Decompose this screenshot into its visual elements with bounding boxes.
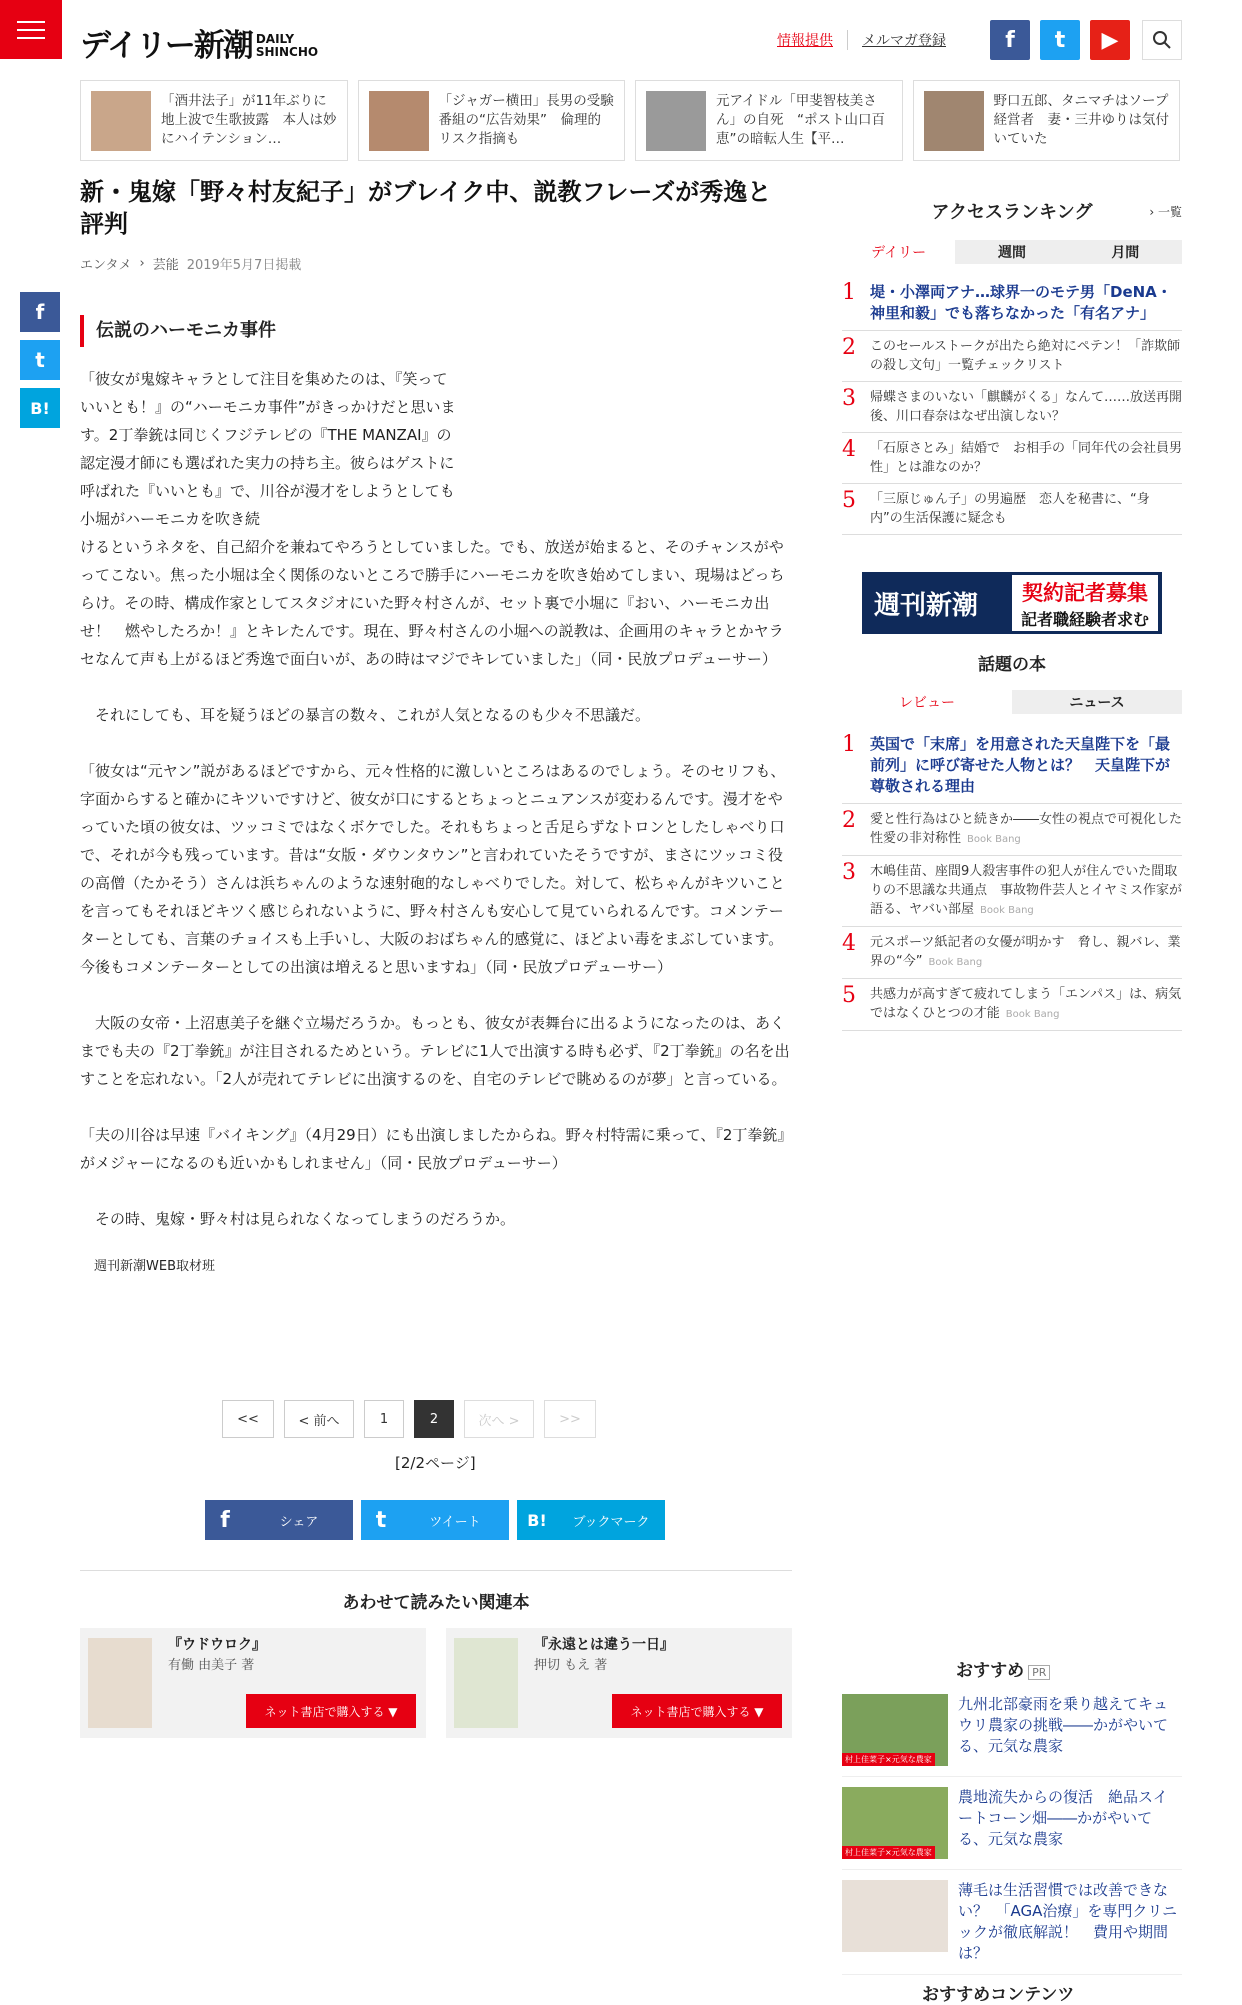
related-book: 『永遠とは違う一日』 押切 もえ 著 ネット書店で購入する ▼	[446, 1628, 792, 1738]
article-thumbnail	[91, 91, 151, 151]
page-info: [2/2ページ]	[395, 1454, 476, 1472]
article-title: 新・鬼嫁「野々村友紀子」がブレイク中、説教フレーズが秀逸と評判	[80, 178, 772, 238]
crumb-geino[interactable]: 芸能	[152, 258, 179, 273]
ranking-tabs	[842, 240, 1182, 264]
recommend-item[interactable]: 薄毛は生活習慣では改善できない？ 「AGA治療」を専門クリニックが徹底解説！ 費用や期間は？	[842, 1870, 1182, 1975]
page-2-button[interactable]: 2	[414, 1400, 454, 1438]
book-cover	[454, 1638, 518, 1728]
chevron-right-icon: ›	[139, 256, 145, 271]
page-1-button[interactable]: 1	[364, 1400, 404, 1438]
book-item[interactable]: 4 元スポーツ紙記者の女優が明かす 脅し、親バレ、業界の“今” Book Bang	[842, 927, 1182, 979]
search-icon[interactable]	[1142, 20, 1182, 60]
paragraph: 「夫の川谷は早速『バイキング』（4月29日）にも出演しましたからね。野々村特需に乗って、『2丁拳銃』がメジャーになるのも近いかもしれません」（同・民放プロデューサー）	[80, 1126, 785, 1172]
publish-date: 2019年5月7日掲載	[186, 258, 302, 273]
recommend-item[interactable]: 村上佳菜子×元気な農家 農地流失からの復活 絶品スイートコーン畑――かがやいてる、元気な農家	[842, 1777, 1182, 1870]
recommend-list	[842, 1684, 1182, 1975]
recommend-title: おすすめ PR	[956, 1656, 1050, 1681]
facebook-icon: f	[220, 1507, 230, 1533]
book-item[interactable]: 5 共感力が高すぎて疲れてしまう「エンパス」は、病気ではなくひとつの才能 Book Bang	[842, 979, 1182, 1031]
book-item[interactable]: 1 英国で「末席」を用意された天皇陛下を「最前列」に呼び寄せた人物とは？ 天皇陛下が尊敬される理由	[842, 728, 1182, 804]
twitter-share-icon[interactable]: t	[20, 340, 60, 380]
ranking-title: アクセスランキング	[931, 202, 1093, 223]
ranking-more-link[interactable]: › 一覧	[1149, 205, 1182, 219]
first-page-button[interactable]: <<	[222, 1400, 274, 1438]
paragraph: けるというネタを、自己紹介を兼ねてやろうとしていました。でも、放送が始まると、そのチャンスがやってこない。焦った小堀は全く関係のないところで勝手にハーモニカを吹き始めてしまい、現場はどっちらけ。その時、構成作家としてスタジオにいた野々村さんが、セット裏で小堀に『おい、ハーモニカ出せ！ 燃やしたろか！』とキレたんです。現在、野々村さんの小堀への説教は、企画用のキャラとかヤラセなんて声も上がるほど秀逸で面白いが、あの時はマジでキレていました」（同・民放プロデューサー）	[80, 538, 785, 668]
books-title: 話題の本	[978, 655, 1046, 675]
last-page-button: >>	[544, 1400, 596, 1438]
section-heading: 伝説のハーモニカ事件	[80, 315, 792, 347]
tab-daily[interactable]: デイリー	[842, 240, 955, 264]
ranking-item[interactable]: 2 このセールストークが出たら絶対にペテン！「詐欺師の殺し文句」一覧チェックリスト	[842, 331, 1182, 382]
paragraph: その時、鬼嫁・野々村は見られなくなってしまうのだろうか。	[80, 1210, 516, 1228]
recommend-thumbnail: 村上佳菜子×元気な農家	[842, 1694, 948, 1766]
facebook-share-icon[interactable]: f	[20, 292, 60, 332]
top-article-card[interactable]: 野口五郎、タニマチはソープ経営者 妻・三井ゆりは気付いていた	[913, 80, 1181, 161]
logo-jp: デイリー新潮	[80, 28, 252, 64]
breadcrumb	[80, 254, 792, 273]
twitter-icon: t	[375, 1507, 387, 1533]
pagination	[222, 1400, 596, 1438]
tab-monthly[interactable]: 月間	[1069, 240, 1182, 264]
article-body	[80, 365, 792, 1233]
youtube-icon[interactable]: ▶	[1090, 20, 1130, 60]
article-thumbnail	[924, 91, 984, 151]
recruit-banner[interactable]: 週刊新潮 契約記者募集 記者職経験者求む	[862, 572, 1162, 634]
paragraph: 大阪の女帝・上沼恵美子を継ぐ立場だろうか。もっとも、彼女が表舞台に出るようになったのは、あくまでも夫の『2丁拳銃』が注目されるためという。テレビに1人で出演する時も必ず、『2丁拳銃』の名を出すことを忘れない。「2人が売れてテレビに出演するのを、自宅のテレビで眺めるのが夢」と言っている。	[80, 1014, 790, 1088]
book-cover	[88, 1638, 152, 1728]
books-list	[842, 728, 1182, 1031]
paragraph: 「彼女が鬼嫁キャラとして注目を集めたのは、『笑っていいとも！』の“ハーモニカ事件”がきっかけだと思います。2丁拳銃は同じくフジテレビの『THE MANZAI』の認定漫才師にも選ばれた実力の持ち主。彼らはゲストに呼ばれた『いいとも』で、川谷が漫才をしようとしても小堀がハーモニカを吹き続	[80, 370, 456, 528]
tab-news[interactable]: ニュース	[1012, 690, 1182, 714]
crumb-entame[interactable]: エンタメ	[80, 258, 132, 273]
book-item[interactable]: 3 木嶋佳苗、座間9人殺害事件の犯人が住んでいた間取りの不思議な共通点 事故物件芸人とイヤミス作家が語る、ヤバい部屋 Book Bang	[842, 856, 1182, 927]
books-tabs	[842, 690, 1182, 714]
tab-weekly[interactable]: 週間	[955, 240, 1068, 264]
ranking-item[interactable]: 1 堤・小澤両アナ…球界一のモテ男「DeNA・神里和毅」でも落ちなかった「有名アナ」	[842, 276, 1182, 331]
site-logo[interactable]: デイリー新潮 DAILY SHINCHO	[80, 28, 319, 64]
paragraph: 「彼女は“元ヤン”説があるほどですから、元々性格的に激しいところはあるのでしょう。そのセリフも、字面からすると確かにキツいですけど、彼女が口にするとちょっとニュアンスが変わるんです。漫才をやっていた頃の彼女は、ツッコミではなくボケでした。それもちょっと舌足らずなトロンとしたしゃべり口で、それが今も残っています。昔は“女版・ダウンタウン”と言われていたそうですが、まさにツッコミ役の高僧（たかそう）さんは浜ちゃんのような速射砲的なしゃべりでした。対して、松ちゃんがキツいことを言ってもそれほどキツく感じられないように、野々村さんも安心して見ていられるんです。コメンテーターとしても、言葉のチョイスも上手いし、大阪のおばちゃん的感覚に、ほどよい毒をまぶしています。今後もコメンテーターとしての出演は増えると思いますね」（同・民放プロデューサー）	[80, 762, 786, 976]
prev-page-button[interactable]: < 前へ	[284, 1400, 354, 1438]
recommend-contents-title: おすすめコンテンツ	[922, 1985, 1075, 2005]
info-provide-link[interactable]: 情報提供	[777, 30, 848, 50]
top-article-card[interactable]: 「ジャガー横田」長男の受験番組の“広告効果” 倫理的リスク指摘も	[358, 80, 626, 161]
hatena-icon: B!	[527, 1510, 547, 1530]
article	[80, 176, 792, 1274]
paragraph: それにしても、耳を疑うほどの暴言の数々、これが人気となるのも少々不思議だ。	[80, 706, 651, 724]
ranking-item[interactable]: 5 「三原じゅん子」の男遍歴 恋人を秘書に、“身内”の生活保護に疑念も	[842, 484, 1182, 535]
mail-magazine-link[interactable]: メルマガ登録	[862, 33, 946, 49]
related-book: 『ウドウロク』 有働 由美子 著 ネット書店で購入する ▼	[80, 1628, 426, 1738]
hatena-share-button[interactable]: B! ブックマーク	[517, 1500, 665, 1540]
twitter-icon[interactable]: t	[1040, 20, 1080, 60]
next-page-button: 次へ >	[464, 1400, 534, 1438]
book-item[interactable]: 2 愛と性行為はひと続きか――女性の視点で可視化した性愛の非対称性 Book Bang	[842, 804, 1182, 856]
buy-online-button[interactable]: ネット書店で購入する ▼	[612, 1694, 782, 1728]
buy-online-button[interactable]: ネット書店で購入する ▼	[246, 1694, 416, 1728]
recommend-thumbnail: 村上佳菜子×元気な農家	[842, 1787, 948, 1859]
facebook-icon[interactable]: f	[990, 20, 1030, 60]
twitter-share-button[interactable]: t ツイート	[361, 1500, 509, 1540]
ranking-item[interactable]: 4 「石原さとみ」結婚で お相手の「同年代の会社員男性」とは誰なのか？	[842, 433, 1182, 484]
facebook-share-button[interactable]: f シェア	[205, 1500, 353, 1540]
article-credit: 週刊新潮WEB取材班	[94, 1259, 215, 1274]
top-article-card[interactable]: 「酒井法子」が11年ぶりに地上波で生歌披露 本人は妙にハイテンション…	[80, 80, 348, 161]
ranking-item[interactable]: 3 帰蝶さまのいない「麒麟がくる」なんて……放送再開後、川口春奈はなぜ出演しない？	[842, 382, 1182, 433]
hatena-bookmark-icon[interactable]: B!	[20, 388, 60, 428]
ranking-list	[842, 276, 1182, 535]
top-article-card[interactable]: 元アイドル「甲斐智枝美さん」の自死 “ポスト山口百恵”の暗転人生【平…	[635, 80, 903, 161]
article-thumbnail	[369, 91, 429, 151]
menu-button[interactable]	[0, 0, 62, 59]
article-thumbnail	[646, 91, 706, 151]
tab-review[interactable]: レビュー	[842, 690, 1012, 714]
recommend-item[interactable]: 村上佳菜子×元気な農家 九州北部豪雨を乗り越えてキュウリ農家の挑戦――かがやいてる、元気な農家	[842, 1684, 1182, 1777]
recommend-thumbnail	[842, 1880, 948, 1952]
related-books-title: あわせて読みたい関連本	[342, 1593, 530, 1613]
